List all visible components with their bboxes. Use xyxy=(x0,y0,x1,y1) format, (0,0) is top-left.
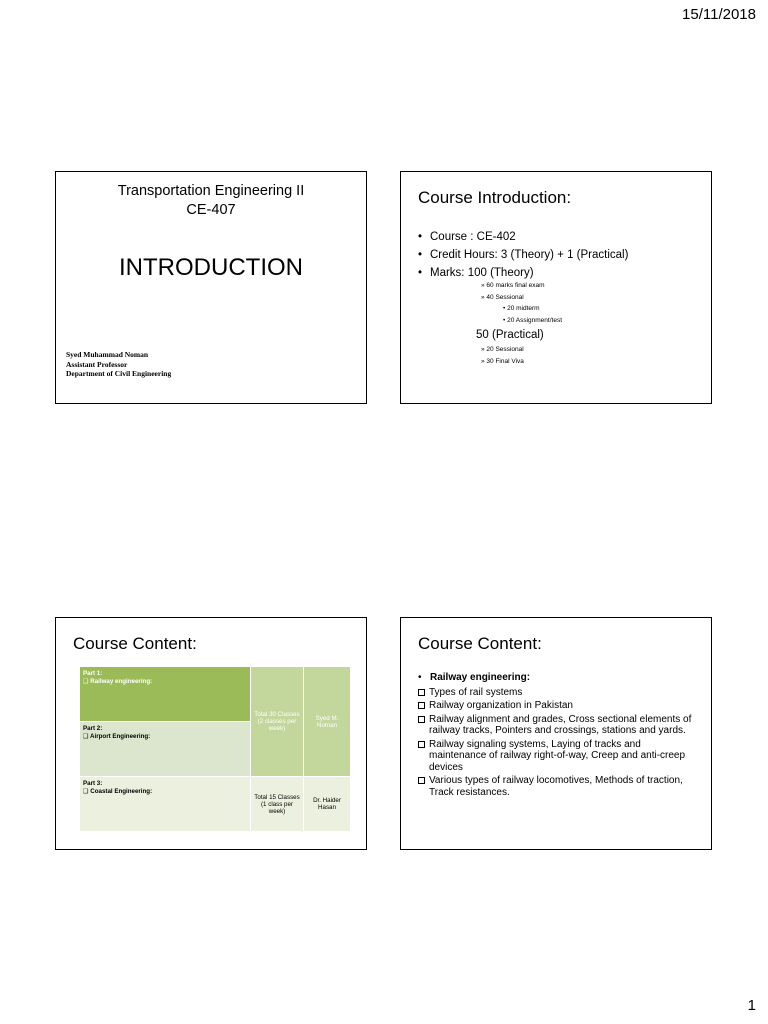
course-content-table xyxy=(79,666,351,832)
sub-item: » 40 Sessional xyxy=(481,293,524,301)
list-item: Railway alignment and grades, Cross sectional elements of railway tracks, Pointers and crossings, stations and yards. xyxy=(418,714,693,737)
sub-item: • 20 Assignment/test xyxy=(503,316,563,324)
sub-item: » 60 marks final exam xyxy=(481,282,545,289)
slide-title xyxy=(55,171,367,404)
slide-course-content-railway xyxy=(400,617,712,850)
practical-marks: 50 (Practical) xyxy=(476,329,544,341)
table-cell-total1: Total 30 Classes (2 classes per week) xyxy=(251,667,304,777)
author-name: Syed Muhammad Noman xyxy=(66,350,149,359)
list-item: Various types of railway locomotives, Methods of traction, Track resistances. xyxy=(418,775,693,798)
sub-item: » 20 Sessional xyxy=(481,346,524,353)
slide-title: Course Content: xyxy=(73,634,197,653)
course-title xyxy=(56,182,366,220)
railway-topic-list xyxy=(418,672,693,800)
slide-course-introduction xyxy=(400,171,712,404)
slide-course-content-table xyxy=(55,617,367,850)
list-item: Types of rail systems xyxy=(418,687,693,699)
checkbox-bullet-icon xyxy=(418,702,425,709)
intro-bullet-list xyxy=(418,228,705,282)
checkbox-bullet-icon xyxy=(418,689,425,696)
slide-heading: INTRODUCTION xyxy=(119,254,303,281)
list-item: Railway organization in Pakistan xyxy=(418,700,693,712)
table-cell-total2: Total 15 Classes (1 class per week) xyxy=(251,777,304,832)
table-cell-part1: Part 1: ❑ Railway engineering: xyxy=(80,667,251,722)
table-cell-teacher2: Dr. Haider Hasan xyxy=(304,777,351,832)
print-date: 15/11/2018 xyxy=(682,6,756,23)
course-name: Transportation Engineering II xyxy=(117,183,305,199)
page-number: 1 xyxy=(747,997,756,1014)
table-cell-teacher1: Syed M. Noman xyxy=(304,667,351,777)
sub-item: » 30 Final Viva xyxy=(481,357,524,365)
author-department: Department of Civil Engineering xyxy=(66,369,172,378)
author-block xyxy=(66,350,171,379)
sub-item: • 20 midterm xyxy=(503,305,540,312)
list-heading: • Railway engineering: xyxy=(418,672,531,683)
table-cell-part2: Part 2: ❑ Airport Engineering: xyxy=(80,722,251,777)
slide-title: Course Introduction: xyxy=(418,188,572,207)
list-item: Railway signaling systems, Laying of tracks and maintenance of railway right-of-way, Creep and anti-creep devices xyxy=(418,739,693,774)
list-item: • Credit Hours: 3 (Theory) + 1 (Practical) xyxy=(418,249,629,261)
course-code: CE-407 xyxy=(186,202,236,218)
slide-title: Course Content: xyxy=(418,634,542,653)
table-cell-part3: Part 3: ❑ Coastal Engineering: xyxy=(80,777,251,832)
checkbox-bullet-icon xyxy=(418,777,425,784)
checkbox-bullet-icon xyxy=(418,716,425,723)
marks-breakdown xyxy=(418,280,707,367)
author-title: Assistant Professor xyxy=(66,359,128,369)
checkbox-bullet-icon xyxy=(418,741,425,748)
list-item: • Course : CE-402 xyxy=(418,231,516,243)
list-item: • Marks: 100 (Theory) xyxy=(418,267,534,279)
